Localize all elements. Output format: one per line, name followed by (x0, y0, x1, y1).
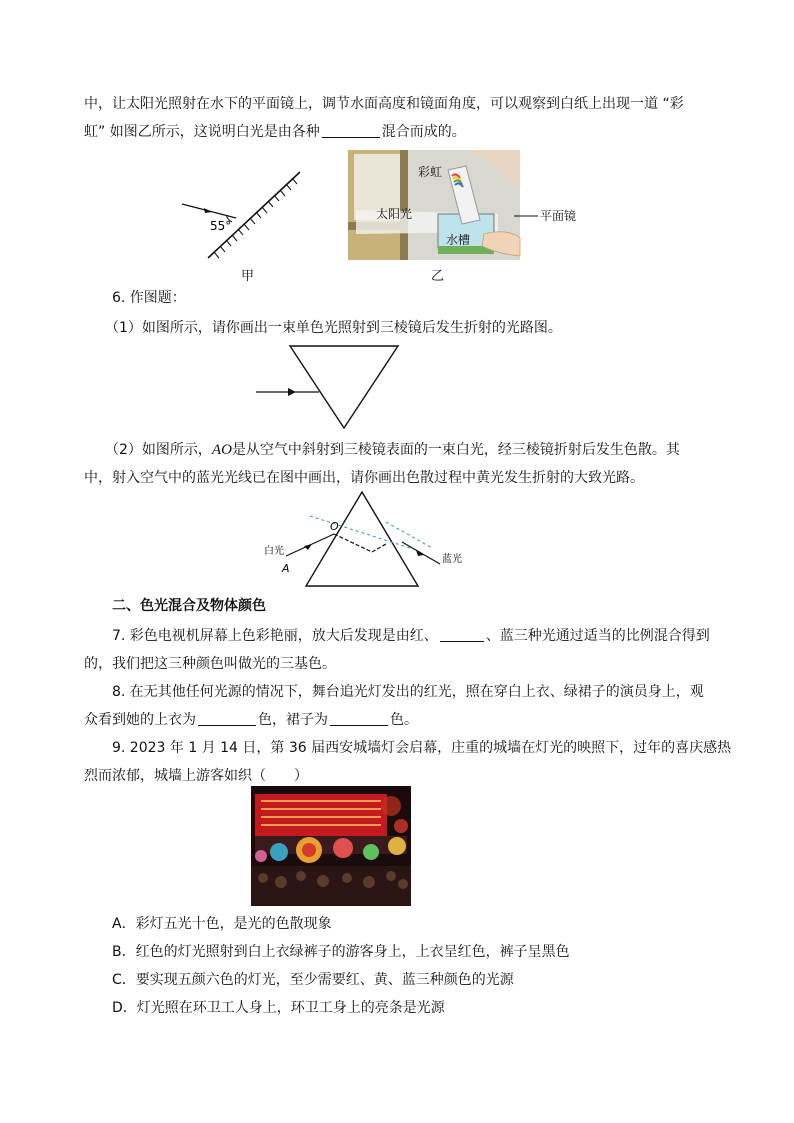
photo-lantern-festival (251, 786, 411, 906)
label-blue-light: 蓝光 (442, 554, 462, 565)
figure-caption-jia: 甲 (241, 269, 255, 284)
figure-caption-yi: 乙 (431, 269, 445, 284)
q6-part2-line2: 中，射入空气中的蓝光光线已在图中画出，请你画出色散过程中黄光发生折射的大致光路。 (84, 470, 644, 486)
figure-rainbow-yi (348, 150, 584, 262)
normal-line (310, 516, 410, 548)
option-b[interactable]: B．红色的灯光照射到白上衣绿裤子的游客身上，上衣呈红色，裤子呈黑色 (112, 944, 570, 960)
answer-blank[interactable] (322, 123, 380, 138)
q5-line2 (84, 122, 466, 142)
point-a-label: A (282, 562, 290, 575)
q5-line1: 中，让太阳光照射在水下的平面镜上，调节水面高度和镜面角度，可以观察到白纸上出现一道 “彩 (84, 96, 684, 112)
q7-line2: 的，我们把这三种颜色叫做光的三基色。 (84, 656, 336, 672)
angle-label: 55° (210, 219, 232, 233)
label-white-light: 白光 (264, 546, 284, 557)
label-rainbow: 彩虹 (418, 165, 443, 179)
q9-line2: 烈而浓郁，城墙上游客如织（ ） (84, 768, 308, 784)
q6-part2-text-b: 是从空气中斜射到三棱镜表面的一束白光，经三棱镜折射后发生色散。其 (231, 442, 680, 458)
q7-text-b: 、蓝三种光通过适当的比例混合得到 (485, 628, 710, 644)
q8-line2 (84, 710, 418, 730)
q5-line2-text-a: 虹” 如图乙所示，这说明白光是由各种 (84, 124, 320, 140)
section-heading: 二、色光混合及物体颜色 (112, 598, 266, 614)
figure-prism-dispersion (260, 488, 480, 592)
q5-line2-text-b: 混合而成的。 (381, 124, 466, 140)
q8-line1: 8. 在无其他任何光源的情况下，舞台追光灯发出的红光，照在穿白上衣、绿裙子的演员身上，观 (112, 684, 704, 700)
q8-text-a: 众看到她的上衣为 (84, 712, 196, 728)
option-a[interactable]: A．彩灯五光十色，是光的色散现象 (112, 916, 332, 932)
answer-blank[interactable] (198, 711, 256, 726)
q7-line1 (112, 626, 710, 646)
figure-prism-1 (252, 342, 404, 434)
q7-text-a: 7. 彩色电视机屏幕上色彩艳丽，放大后发现是由红、 (112, 628, 438, 644)
label-tank: 水槽 (446, 233, 471, 247)
q9-line1: 9. 2023 年 1 月 14 日，第 36 届西安城墙灯会启幕，庄重的城墙在灯光的映照下，过年的喜庆感热 (112, 740, 732, 756)
blue-light-ray (402, 542, 440, 564)
ray-ao-label: AO (211, 442, 232, 458)
answer-blank[interactable] (440, 627, 484, 642)
q8-text-c: 色。 (390, 712, 418, 728)
q8-text-b: 色，裙子为 (258, 712, 328, 728)
point-o-label: O (330, 520, 339, 533)
q6-title: 6. 作图题： (112, 290, 186, 306)
option-c[interactable]: C．要实现五颜六色的灯光，至少需要红、黄、蓝三种颜色的光源 (112, 972, 514, 988)
label-sunlight: 太阳光 (376, 207, 413, 221)
q6-part2-text-a: （2）如图所示， (105, 442, 212, 458)
label-mirror: 平面镜 (540, 209, 577, 223)
figure-mirror-jia (176, 164, 310, 264)
option-d[interactable]: D．灯光照在环卫工人身上，环卫工身上的亮条是光源 (112, 1000, 445, 1016)
q6-part1: （1）如图所示，请你画出一束单色光照射到三棱镜后发生折射的光路图。 (105, 320, 562, 336)
answer-blank[interactable] (330, 711, 388, 726)
q6-part2-line1 (105, 440, 680, 460)
